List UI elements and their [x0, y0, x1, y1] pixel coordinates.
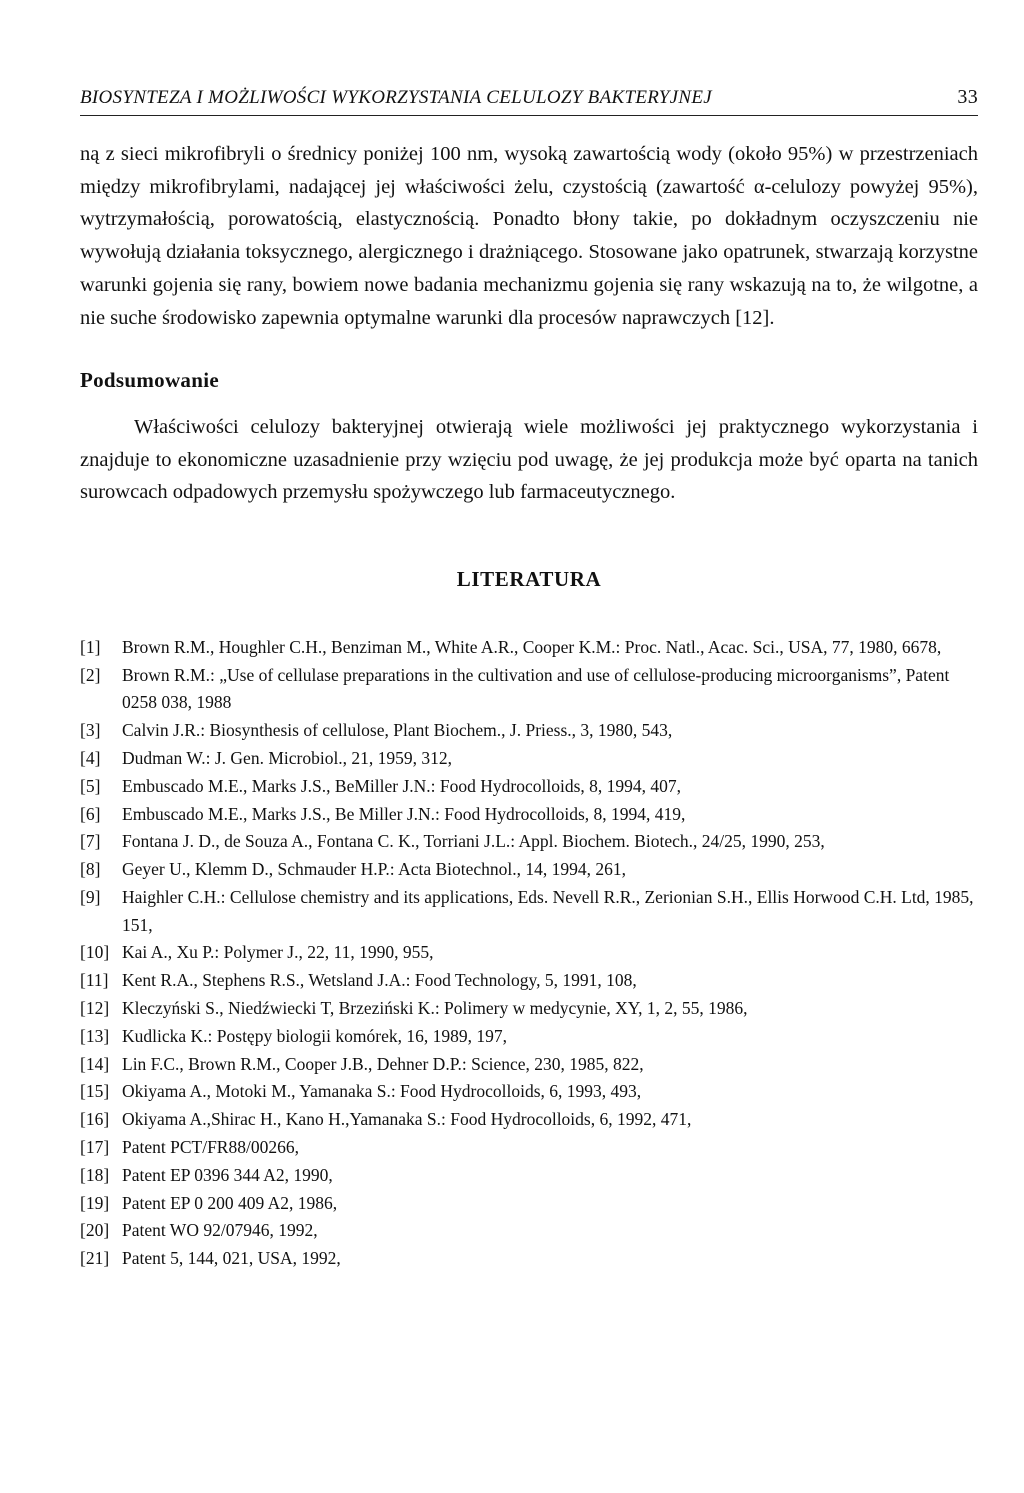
reference-number: [11] [80, 970, 109, 991]
running-title: BIOSYNTEZA I MOŻLIWOŚCI WYKORZYSTANIA CELULOZY BAKTERYJNEJ [80, 87, 713, 108]
reference-item [80, 856, 978, 884]
reference-number: [17] [80, 1137, 110, 1158]
reference-text: Kent R.A., Stephens R.S., Wetsland J.A.: Food Technology, 5, 1991, 108, [122, 970, 637, 991]
reference-number: [15] [80, 1081, 110, 1102]
reference-item [80, 939, 978, 967]
summary-paragraph: Właściwości celulozy bakteryjnej otwierają wiele możliwości jej praktycznego wykorzystania i znajduje to ekonomiczne uzasadnienie przy wzięciu pod uwagę, że jej produkcja może być oparta na tanich surowcach odpadowych przemysłu spożywczego lub farmaceutycznego. [80, 416, 978, 504]
reference-item [80, 828, 978, 856]
reference-item [80, 634, 978, 662]
reference-number: [18] [80, 1164, 110, 1185]
reference-item [80, 967, 978, 995]
reference-number: [2] [80, 664, 101, 685]
reference-number: [4] [80, 747, 101, 768]
reference-text: Kai A., Xu P.: Polymer J., 22, 11, 1990, 955, [122, 942, 434, 963]
reference-item [80, 1134, 978, 1162]
reference-text: Patent 5, 144, 021, USA, 1992, [122, 1248, 341, 1269]
reference-text: Patent WO 92/07946, 1992, [122, 1220, 318, 1241]
reference-item [80, 1245, 978, 1273]
reference-item [80, 801, 978, 829]
reference-text: Patent EP 0 200 409 A2, 1986, [122, 1192, 338, 1213]
reference-number: [21] [80, 1248, 110, 1269]
reference-number: [7] [80, 831, 101, 852]
reference-item [80, 1162, 978, 1190]
summary-heading: Podsumowanie [80, 368, 219, 393]
reference-number: [5] [80, 775, 101, 796]
intro-paragraph: ną z sieci mikrofibryli o średnicy poniżej 100 nm, wysoką zawartością wody (około 95%) w przestrzeniach między mikrofibrylami, nadającej jej właściwości żelu, czystością (zawartość α-celulozy powyżej 95%), wytrzymałością, porowatością, elastycznością. Ponadto błony takie, po dokładnym oczyszczeniu nie wywołują działania toksycznego, alergicznego i drażniącego. Stosowane jako opatrunek, stwarzają korzystne warunki gojenia się rany, bowiem nowe badania mechanizmu gojenia się rany wskazują na to, że wilgotne, a nie suche środowisko zapewnia optymalne warunki dla procesów naprawczych [12]. [80, 143, 978, 329]
reference-text: Dudman W.: J. Gen. Microbiol., 21, 1959, 312, [122, 747, 453, 768]
reference-item [80, 1217, 978, 1245]
reference-text: Okiyama A., Motoki M., Yamanaka S.: Food Hydrocolloids, 6, 1993, 493, [122, 1081, 642, 1102]
reference-item [80, 995, 978, 1023]
reference-number: [6] [80, 803, 101, 824]
reference-item [80, 1078, 978, 1106]
literature-heading: LITERATURA [456, 566, 602, 591]
reference-number: [3] [80, 720, 101, 741]
reference-item [80, 745, 978, 773]
document-page [80, 86, 978, 1273]
reference-list [80, 634, 978, 1273]
reference-number: [19] [80, 1192, 110, 1213]
reference-text: Brown R.M., Houghler C.H., Benziman M., White A.R., Cooper K.M.: Proc. Natl., Acac. Sci., USA, 77, 1980, 6678, [122, 636, 942, 657]
reference-item [80, 884, 978, 940]
reference-text: Kudlicka K.: Postępy biologii komórek, 16, 1989, 197, [122, 1025, 507, 1046]
reference-text: Embuscado M.E., Marks J.S., Be Miller J.N.: Food Hydrocolloids, 8, 1994, 419, [122, 803, 686, 824]
reference-text: Geyer U., Klemm D., Schmauder H.P.: Acta Biotechnol., 14, 1994, 261, [122, 859, 627, 880]
reference-text: Fontana J. D., de Souza A., Fontana C. K., Torriani J.L.: Appl. Biochem. Biotech., 24/25, 1990, 253, [122, 831, 825, 852]
reference-text: Calvin J.R.: Biosynthesis of cellulose, Plant Biochem., J. Priess., 3, 1980, 543, [122, 720, 673, 741]
reference-text: Patent PCT/FR88/00266, [122, 1137, 299, 1158]
reference-item [80, 1051, 978, 1079]
reference-number: [9] [80, 886, 101, 907]
reference-item [80, 773, 978, 801]
reference-number: [14] [80, 1053, 110, 1074]
reference-number: [8] [80, 859, 101, 880]
reference-text: Okiyama A.,Shirac H., Kano H.,Yamanaka S.: Food Hydrocolloids, 6, 1992, 471, [122, 1109, 692, 1130]
reference-number: [20] [80, 1220, 110, 1241]
reference-item [80, 1023, 978, 1051]
reference-text: Embuscado M.E., Marks J.S., BeMiller J.N.: Food Hydrocolloids, 8, 1994, 407, [122, 775, 682, 796]
reference-item [80, 717, 978, 745]
page-number: 33 [957, 86, 978, 108]
reference-item [80, 662, 978, 718]
reference-text: Lin F.C., Brown R.M., Cooper J.B., Dehner D.P.: Science, 230, 1985, 822, [122, 1053, 644, 1074]
reference-number: [16] [80, 1109, 110, 1130]
reference-text: Kleczyński S., Niedźwiecki T, Brzeziński K.: Polimery w medycynie, XY, 1, 2, 55, 1986, [122, 998, 748, 1019]
reference-item [80, 1106, 978, 1134]
running-header [80, 86, 978, 116]
reference-number: [12] [80, 998, 110, 1019]
reference-number: [13] [80, 1025, 110, 1046]
reference-number: [1] [80, 636, 101, 657]
reference-text: Patent EP 0396 344 A2, 1990, [122, 1164, 333, 1185]
reference-text: Brown R.M.: „Use of cellulase preparations in the cultivation and use of cellulose-producing microorganisms”, Patent 0258 038, 1988 [122, 664, 950, 713]
reference-item [80, 1190, 978, 1218]
reference-number: [10] [80, 942, 110, 963]
reference-text: Haighler C.H.: Cellulose chemistry and its applications, Eds. Nevell R.R., Zerionian S.H., Ellis Horwood C.H. Ltd, 1985, 151, [122, 886, 974, 935]
